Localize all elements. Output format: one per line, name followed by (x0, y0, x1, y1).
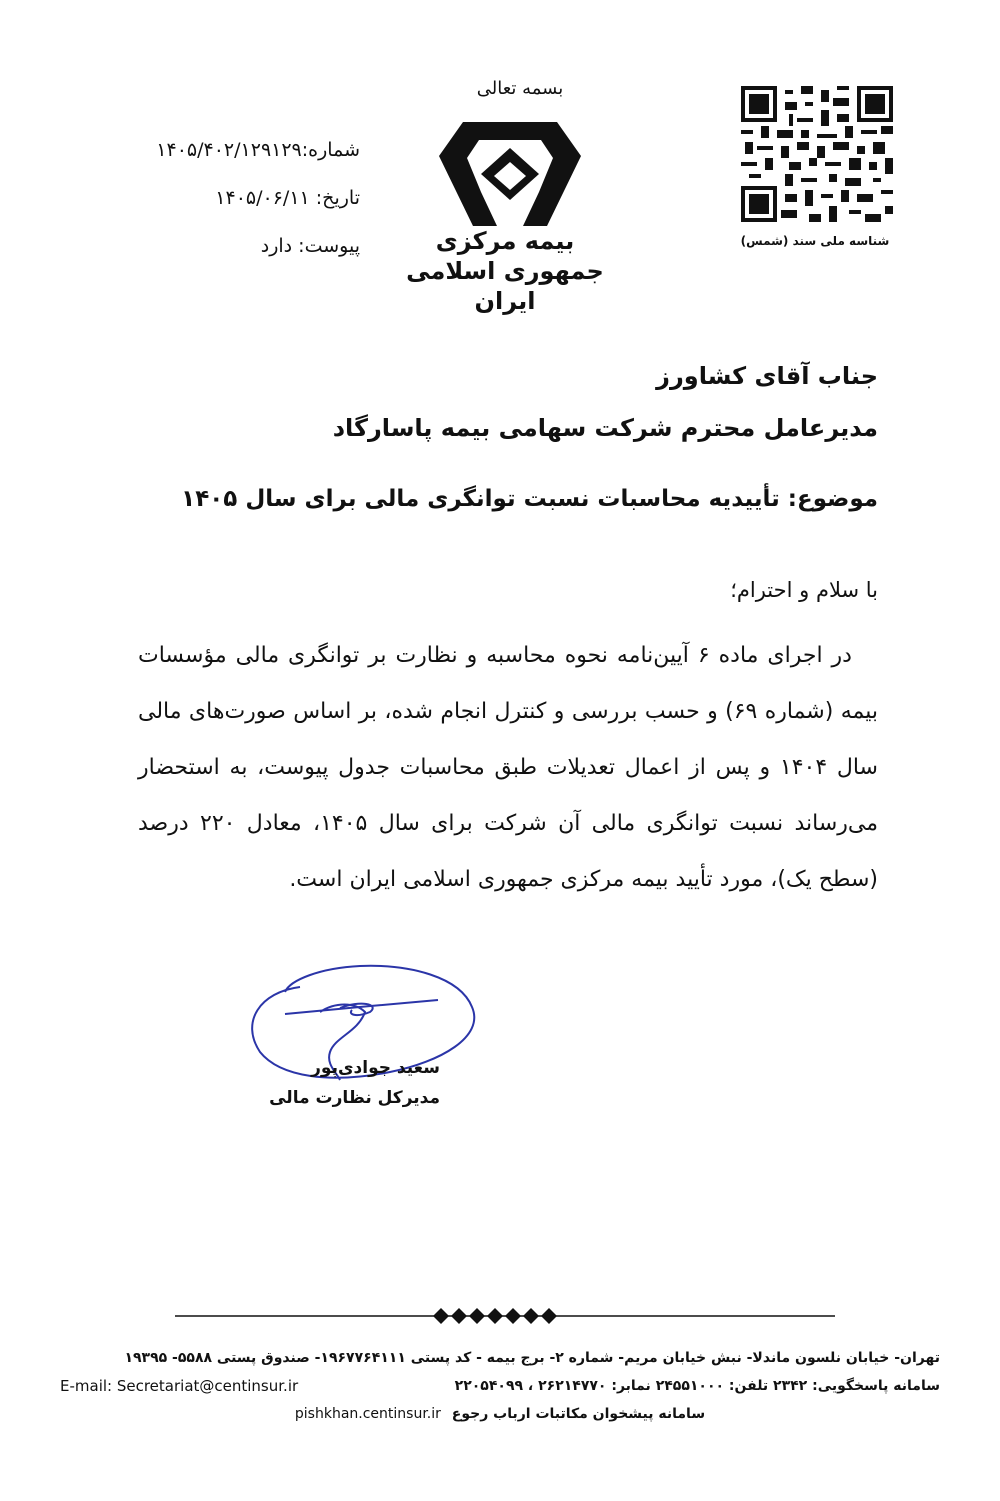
greeting: با سلام و احترام؛ (730, 578, 878, 602)
letter-attachment (100, 228, 360, 276)
date-value: ۱۴۰۵/۰۶/۱۱ (215, 187, 310, 209)
logo-text (380, 226, 630, 316)
letter-footer (60, 1344, 940, 1428)
number-label: شماره: (301, 139, 360, 161)
addressee-name: جناب آقای کشاورز (656, 362, 878, 390)
signatory (260, 1053, 440, 1113)
qr-code-icon (741, 86, 893, 222)
footer-contact (60, 1372, 940, 1400)
bismillah: بسمه تعالی (476, 78, 564, 99)
footer-divider-icon (175, 1306, 835, 1326)
letter-date (100, 180, 360, 228)
attachment-value: دارد (260, 235, 293, 257)
footer-address: تهران- خیابان نلسون ماندلا- نبش خیابان مریم- شماره ۲- برج بیمه - کد پستی ۱۹۶۷۷۶۴۱۱۱- صندوق پستی ۵۵۸۸- ۱۹۳۹۵ (124, 1350, 940, 1366)
signatory-name: سعید جوادی‌پور (311, 1058, 440, 1078)
footer-phones: سامانه پاسخگویی: ۲۳۴۲ تلفن: ۲۴۵۵۱۰۰۰ نمابر: ۲۶۲۱۴۷۷۰ ، ۲۲۰۵۴۰۹۹ (454, 1378, 940, 1394)
addressee (120, 350, 878, 454)
footer-portal-label: سامانه پیشخوان مکاتبات ارباب رجوع (451, 1406, 706, 1422)
attachment-label: پیوست: (298, 235, 360, 257)
letter-meta (100, 132, 360, 276)
number-value: ۱۴۰۵/۴۰۲/۱۲۹۱۲۹ (156, 139, 302, 161)
letter-number (100, 132, 360, 180)
signatory-title: مدیرکل نظارت مالی (269, 1088, 440, 1108)
letter-subject: موضوع: تأییدیه محاسبات نسبت توانگری مالی برای سال ۱۴۰۵ (181, 486, 878, 512)
date-label: تاریخ: (315, 187, 360, 209)
footer-portal-url[interactable]: pishkhan.centinsur.ir (294, 1406, 441, 1422)
letter-body: در اجرای ماده ۶ آیین‌نامه نحوه محاسبه و نظارت بر توانگری مالی مؤسسات بیمه (شماره ۶۹) و حسب بررسی و کنترل انجام شده، بر اساس صورت‌های مالی سال ۱۴۰۴ و پس از اعمال تعدیلات طبق محاسبات جدول پیوست، به استحضار می‌رساند نسبت توانگری مالی آن شرکت برای سال ۱۴۰۵، معادل ۲۲۰ درصد (سطح یک)، مورد تأیید بیمه مرکزی جمهوری اسلامی ایران است. (138, 643, 878, 892)
footer-email[interactable]: E-mail: Secretariat@centinsur.ir (60, 1377, 299, 1395)
footer-portal (60, 1400, 940, 1428)
logo-line-2: جمهوری اسلامی ایران (406, 257, 604, 315)
logo-line-1: بیمه مرکزی (435, 227, 575, 255)
qr-caption: شناسه ملی سند (شمس) (740, 234, 890, 248)
central-insurance-logo-icon (435, 118, 585, 228)
addressee-title: مدیرعامل محترم شرکت سهامی بیمه پاسارگاد (332, 414, 878, 442)
